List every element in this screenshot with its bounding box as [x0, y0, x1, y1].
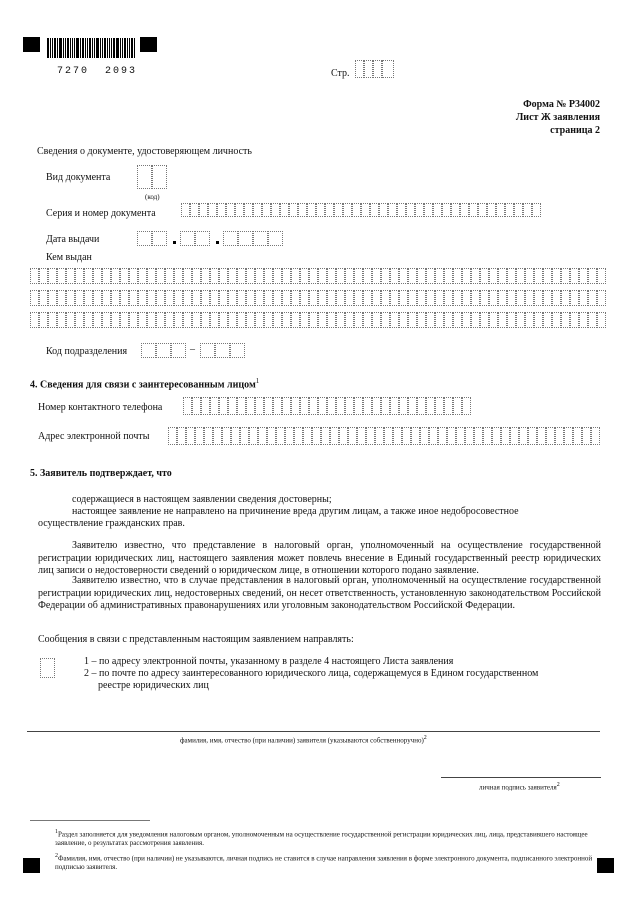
- doc-type-label: Вид документа: [46, 172, 111, 183]
- barcode-bar: [100, 38, 101, 58]
- barcode-bar: [131, 38, 133, 58]
- subdivision-dash: –: [190, 344, 195, 355]
- footnote-divider: [30, 820, 150, 821]
- barcode-bar: [65, 38, 66, 58]
- corner-marker-top-left: [23, 37, 40, 52]
- barcode-bar: [127, 38, 128, 58]
- barcode-bar: [113, 38, 115, 58]
- applicant-name-caption-text: фамилия, имя, отчество (при наличии) заявителя (указываются собственноручно): [180, 736, 424, 745]
- footnote-1-text: Раздел заполняется для уведомления налоговым органом, уполномоченным на осуществление государственной регистрации юридических лиц, лица, представившего настоящее заявление, о результатах рассмотрения заявления.: [55, 830, 588, 848]
- phone-cells[interactable]: [183, 397, 471, 415]
- barcode-bar: [74, 38, 75, 58]
- issued-by-cells-row1[interactable]: [30, 268, 606, 284]
- sheet-title: Лист Ж заявления: [515, 112, 600, 123]
- issue-date-label: Дата выдачи: [46, 234, 100, 245]
- page-label: Стр.: [331, 68, 350, 79]
- doc-type-cells[interactable]: [137, 165, 167, 189]
- barcode-bar: [76, 38, 79, 58]
- barcode-bar: [57, 38, 58, 58]
- contact-section-title: [30, 377, 259, 390]
- footnote-ref-2b: 2: [556, 782, 560, 788]
- barcode-bar: [52, 38, 53, 58]
- confirm-statement-1: содержащиеся в настоящем заявлении сведения достоверны;: [72, 494, 332, 505]
- barcode-bar: [63, 38, 64, 58]
- confirm-statement-2b: осуществление гражданских прав.: [38, 518, 185, 529]
- subdivision-cells-part2[interactable]: [200, 343, 245, 358]
- message-option-2b: реестре юридических лиц: [98, 680, 209, 691]
- series-number-cells[interactable]: [181, 203, 541, 217]
- barcode-bar: [72, 38, 73, 58]
- contact-section-title-text: 4. Сведения для связи с заинтересованным лицом: [30, 379, 256, 391]
- barcode-bar: [50, 38, 51, 58]
- barcode-bar: [94, 38, 95, 58]
- email-cells[interactable]: [168, 427, 600, 445]
- barcode-bar: [129, 38, 130, 58]
- issue-date-month-cells[interactable]: [180, 231, 210, 246]
- corner-marker-bottom-left: [23, 858, 40, 873]
- barcode-bar: [116, 38, 119, 58]
- messages-label: Сообщения в связи с представленным настоящим заявлением направлять:: [38, 634, 354, 645]
- applicant-name-line[interactable]: [27, 731, 600, 732]
- footnote-ref-1: 1: [255, 377, 260, 385]
- confirm-statement-4: Заявителю известно, что в случае представления в налоговый орган, уполномоченный на осуществление государственной регистрации юридических лиц, недостоверных сведений, он несет ответственность, установленную законодательством Российской Федерации об административных правонарушениях или уголовным законодательством Российской Федерации.: [38, 575, 601, 611]
- page-number-cells[interactable]: [355, 60, 394, 78]
- issued-by-cells-row2[interactable]: [30, 290, 606, 306]
- footnote-ref-2: 2: [423, 735, 427, 741]
- code-hint: (код): [145, 193, 160, 201]
- issue-date-year-cells[interactable]: [223, 231, 283, 246]
- date-separator-dot: [216, 241, 219, 244]
- footnote-1-mark: 1: [55, 829, 58, 835]
- confirm-statement-2a: настоящее заявление не направлено на причинение вреда другим лицам, а также иное недобросовестное: [72, 506, 519, 517]
- barcode-bar: [70, 38, 71, 58]
- barcode-bar: [54, 38, 56, 58]
- message-option-2a: 2 – по почте по адресу заинтересованного юридического лица, содержащемуся в Едином государственном: [84, 668, 539, 679]
- barcode-bar: [124, 38, 126, 58]
- barcode-bar: [87, 38, 88, 58]
- barcode-bar: [122, 38, 123, 58]
- barcode-bar: [111, 38, 112, 58]
- signature-caption-text: личная подпись заявителя: [479, 783, 557, 792]
- issued-by-cells-row3[interactable]: [30, 312, 606, 328]
- message-option-cell[interactable]: [40, 658, 55, 678]
- signature-caption: [479, 782, 560, 792]
- subdivision-cells-part1[interactable]: [141, 343, 186, 358]
- message-option-1: 1 – по адресу электронной почты, указанному в разделе 4 настоящего Листа заявления: [84, 656, 454, 667]
- footnote-2: [55, 853, 595, 872]
- date-separator-dot: [173, 241, 176, 244]
- confirm-statement-3: Заявителю известно, что представление в налоговый орган, уполномоченный на осуществление государственной регистрации юридических лиц, настоящего заявления может повлечь внесение в Единый государственный реестр юридических лиц записи о недостоверности сведений о юридическом лице, в отношении которого подано заявление.: [38, 540, 601, 576]
- barcode-bar: [67, 38, 69, 58]
- barcode-bar: [134, 38, 135, 58]
- confirm-section-title: 5. Заявитель подтверждает, что: [30, 468, 172, 479]
- barcode-bar: [82, 38, 84, 58]
- barcode-bar: [85, 38, 86, 58]
- barcode-bar: [107, 38, 108, 58]
- series-label: Серия и номер документа: [46, 208, 156, 219]
- email-label: Адрес электронной почты: [38, 431, 150, 442]
- barcode-bar: [96, 38, 99, 58]
- corner-marker-top-right: [140, 37, 157, 52]
- barcode: [47, 38, 136, 58]
- barcode-bar: [80, 38, 81, 58]
- identity-section-title: Сведения о документе, удостоверяющем личность: [37, 146, 252, 157]
- issue-date-day-cells[interactable]: [137, 231, 167, 246]
- barcode-bar: [89, 38, 91, 58]
- barcode-bar: [104, 38, 106, 58]
- barcode-bar: [120, 38, 121, 58]
- issued-by-label: Кем выдан: [46, 252, 92, 263]
- signature-line[interactable]: [441, 777, 601, 778]
- barcode-bar: [92, 38, 93, 58]
- footnote-2-mark: 2: [55, 853, 58, 859]
- corner-marker-bottom-right: [597, 858, 614, 873]
- phone-label: Номер контактного телефона: [38, 402, 163, 413]
- barcode-bar: [109, 38, 110, 58]
- barcode-number: 7270 2093: [57, 66, 138, 77]
- page-title: страница 2: [550, 125, 600, 136]
- footnote-2-text: Фамилия, имя, отчество (при наличии) не указываются, личная подпись не ставится в случае направления заявления в форме электронного документа, подписанного электронной подписью заявителя.: [55, 854, 593, 872]
- subdivision-label: Код подразделения: [46, 346, 128, 357]
- barcode-bar: [59, 38, 62, 58]
- form-title: Форма № Р34002: [523, 99, 600, 110]
- barcode-bar: [47, 38, 49, 58]
- barcode-bar: [102, 38, 103, 58]
- footnote-1: [55, 829, 595, 848]
- applicant-name-caption: [180, 735, 427, 745]
